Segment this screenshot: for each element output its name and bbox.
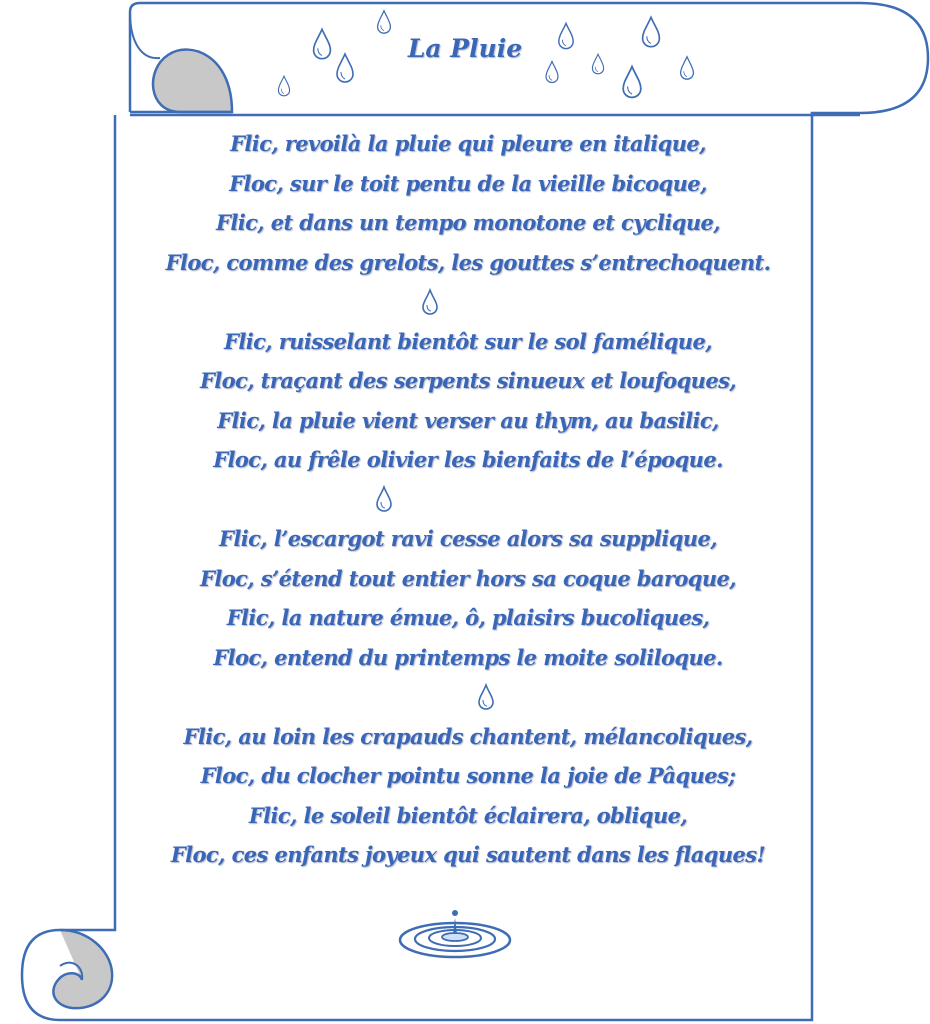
raindrop-icon (476, 682, 496, 712)
raindrop-icon (374, 484, 394, 514)
poem-line: Floc, ces enfants joyeux qui sautent dans les flaques! (170, 842, 766, 867)
poem-line: Flic, le soleil bientôt éclairera, oblique, (248, 802, 688, 828)
poem-line: Flic, revoilà la pluie qui pleure en italique, (230, 131, 706, 156)
poem-line: Flic, et dans un tempo monotone et cyclique, (216, 210, 720, 235)
poem-line: Flic, la pluie vient verser au thym, au basilic, (217, 407, 719, 433)
poem-line: Flic, l’escargot ravi cesse alors sa supplique, (219, 526, 717, 551)
poem-line: Floc, entend du printemps le moite soliloque. (213, 644, 723, 670)
poem-line: Floc, au frêle olivier les bienfaits de l’époque. (213, 447, 723, 472)
poem-line: Floc, s’étend tout entier hors sa coque baroque, (200, 565, 736, 591)
stanza-3 (118, 519, 818, 677)
separator-2 (118, 480, 818, 520)
raindrop-icon (420, 287, 440, 317)
poem-line: Flic, la nature émue, ô, plaisirs bucoliques, (226, 605, 710, 630)
stanza-2 (118, 322, 818, 480)
separator-1 (118, 282, 818, 322)
poem-line: Flic, ruisselant bientôt sur le sol famélique, (224, 328, 712, 354)
poem-line: Floc, traçant des serpents sinueux et loufoques, (199, 368, 737, 393)
separator-3 (118, 677, 818, 717)
poem-body (118, 124, 818, 875)
poem-line: Floc, du clocher pointu sonne la joie de Pâques; (200, 763, 736, 788)
poem-line: Floc, sur le toit pentu de la vieille bicoque, (229, 170, 707, 196)
poem-title: La Pluie (407, 34, 523, 63)
stanza-1 (118, 124, 818, 282)
stanza-4 (118, 717, 818, 875)
poem-line: Floc, comme des grelots, les gouttes s’entrechoquent. (165, 249, 771, 275)
poem-line: Flic, au loin les crapauds chantent, mélancoliques, (183, 723, 753, 749)
